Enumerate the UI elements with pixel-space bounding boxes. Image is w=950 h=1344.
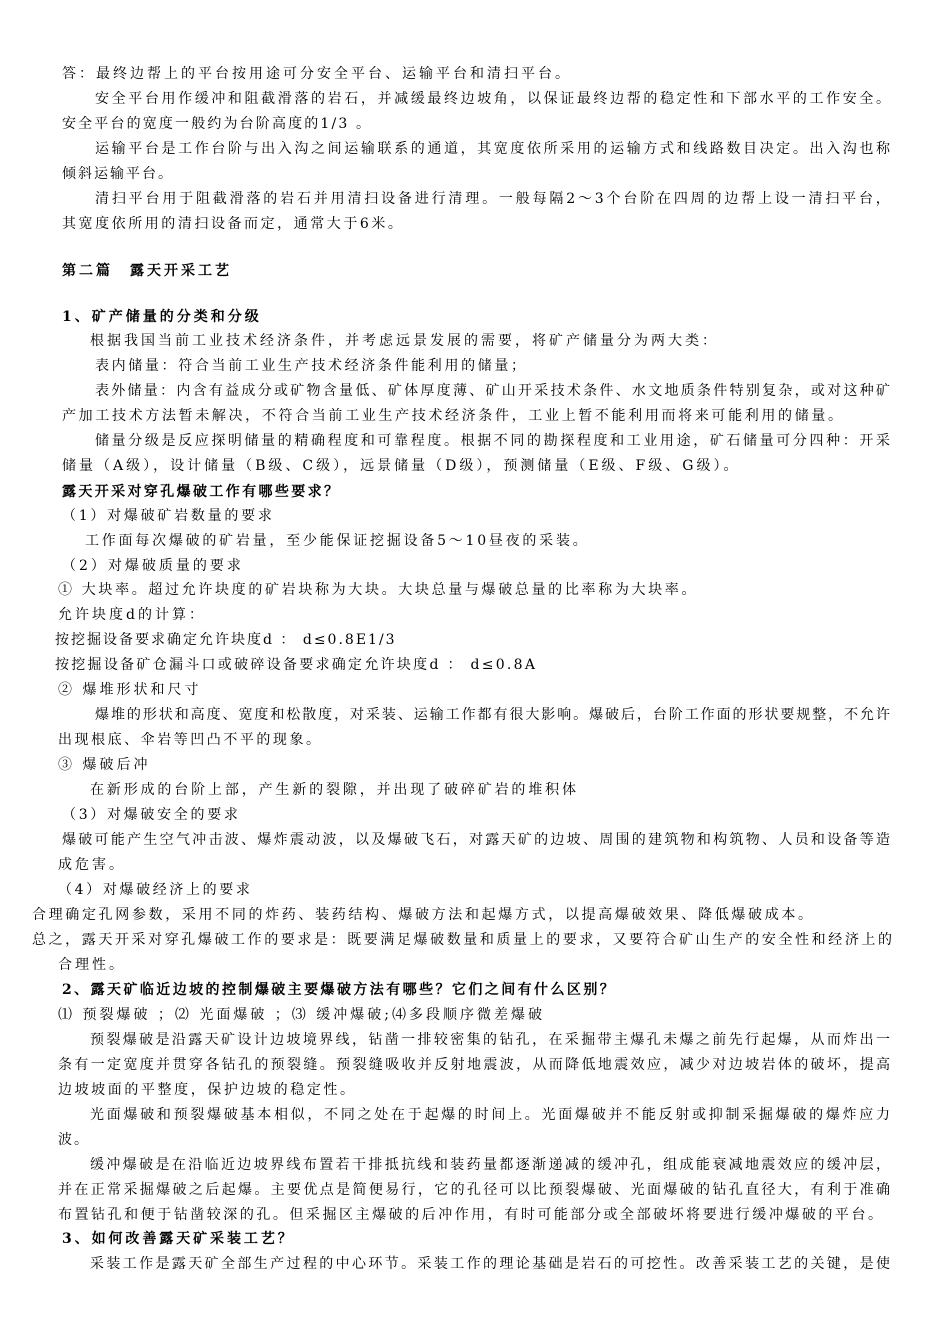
formula-line: 按挖掘设备矿仓漏斗口或破碎设备要求确定允许块度d ： d≤0.8A (55, 657, 538, 673)
paragraph-line: 边坡坡面的平整度，保护边坡的稳定性。 (58, 1082, 357, 1098)
paragraph-line: 允许块度d的计算： (58, 607, 206, 623)
question-heading: 露天开采对穿孔爆破工作有哪些要求？ (62, 484, 341, 500)
paragraph-line: 倾斜运输平台。 (62, 166, 174, 182)
paragraph-line: 爆破可能产生空气冲击波、爆炸震动波，以及爆破飞石，对露天矿的边坡、周围的建筑物和构筑物、人员和设备等造 (62, 832, 893, 848)
paragraph-line: 布置钻孔和便于钻凿较深的孔。但采掘区主爆破的后冲作用，有时可能部分或全部破坏将要进行缓冲爆破的平台。 (58, 1207, 885, 1223)
paragraph-line: 根据我国当前工业技术经济条件，并考虑远景发展的需要，将矿产储量分为两大类： (90, 333, 719, 349)
list-item: ⑴ 预裂爆破 ；⑵ 光面爆破 ；⑶ 缓冲爆破;⑷多段顺序微差爆破 (58, 1007, 545, 1023)
paragraph-line: 其宽度依所用的清扫设备而定，通常大于6米。 (62, 216, 405, 232)
paragraph-line: 成危害。 (58, 857, 126, 873)
paragraph-line: 表外储量：内含有益成分或矿物含量低、矿体厚度薄、矿山开采技术条件、水文地质条件特别复杂，或对这种矿 (95, 383, 893, 399)
paragraph-line: 采装工作是露天矿全部生产过程的中心环节。采装工作的理论基础是岩石的可挖性。改善采装工艺的关键，是使 (90, 1256, 893, 1272)
paragraph-line: 产加工技术方法暂未解决，不符合当前工业生产技术经济条件，工业上暂不能利用而将来可能利用的储量。 (62, 408, 845, 424)
list-item: ① 大块率。超过允许块度的矿岩块称为大块。大块总量与爆破总量的比率称为大块率。 (58, 582, 699, 598)
paragraph-line: 安全平台的宽度一般约为台阶高度的1/3 。 (62, 116, 373, 132)
list-item: （3）对爆破安全的要求 (62, 807, 241, 823)
list-item: ② 爆堆形状和尺寸 (58, 682, 202, 698)
paragraph-line: 缓冲爆破是在沿临近边坡界线布置若干排抵抗线和装药量都逐渐递减的缓冲孔，组成能衰减地震效应的缓冲层， (90, 1157, 893, 1173)
answer-intro: 答：最终边帮上的平台按用途可分安全平台、运输平台和清扫平台。 (62, 66, 572, 82)
section-heading-1: 1、矿产储量的分类和分级 (62, 309, 262, 325)
paragraph-line: 总之，露天开采对穿孔爆破工作的要求是：既要满足爆破数量和质量上的要求，又要符合矿山生产的安全性和经济上的 (32, 932, 895, 948)
section-heading-2: 2、露天矿临近边坡的控制爆破主要爆破方法有哪些？它们之间有什么区别？ (62, 982, 617, 998)
paragraph-line: 储量分级是反应探明储量的精确程度和可靠程度。根据不同的勘探程度和工业用途，矿石储量可分四种：开采 (95, 433, 893, 449)
paragraph-line: 光面爆破和预裂爆破基本相似，不同之处在于起爆的时间上。光面爆破并不能反射或抑制采掘爆破的爆炸应力 (90, 1107, 893, 1123)
paragraph-line: 清扫平台用于阻截滑落的岩石并用清扫设备进行清理。一般每隔2～3个台阶在四周的边帮上设一清扫平台， (95, 191, 893, 207)
paragraph-line: 条有一定宽度并贯穿各钻孔的预裂缝。预裂缝吸收并反射地震波，从而降低地震效应，减少对边坡岩体的破坏，提高 (58, 1057, 893, 1073)
section-heading-3: 3、如何改善露天矿采装工艺？ (62, 1231, 295, 1247)
paragraph-line: 储量（A级），设计储量（B级、C级），远景储量（D级），预测储量（E级、F级、G级）。 (62, 458, 741, 474)
paragraph-line: 并在正常采掘爆破之后起爆。主要优点是简便易行，它的孔径可以比预裂爆破、光面爆破的钻孔直径大，有利于准确 (58, 1182, 893, 1198)
paragraph-line: 爆堆的形状和高度、宽度和松散度，对采装、运输工作都有很大影响。爆破后，台阶工作面的形状要规整，不允许 (95, 707, 892, 723)
paragraph-line: 表内储量：符合当前工业生产技术经济条件能利用的储量； (95, 358, 528, 374)
paragraph-line: 波。 (58, 1132, 90, 1148)
part-heading: 第二篇 露天开采工艺 (62, 263, 232, 279)
paragraph-line: 在新形成的台阶上部，产生新的裂隙，并出现了破碎矿岩的堆积体 (90, 782, 579, 798)
formula-line: 按挖掘设备要求确定允许块度d ： d≤0.8E1/3 (55, 632, 397, 648)
paragraph-line: 出现根底、伞岩等凹凸不平的现象。 (58, 732, 323, 748)
paragraph-line: 工作面每次爆破的矿岩量，至少能保证挖掘设备5～10昼夜的采装。 (85, 533, 590, 549)
paragraph-line: 预裂爆破是沿露天矿设计边坡境界线，钻凿一排较密集的钻孔，在采掘带主爆孔未爆之前先行起爆，从而炸出一 (90, 1032, 893, 1048)
list-item: （1）对爆破矿岩数量的要求 (62, 508, 275, 524)
paragraph-line: 运输平台是工作台阶与出入沟之间运输联系的通道，其宽度依所采用的运输方式和线路数目决定。出入沟也称 (95, 141, 893, 157)
list-item: ③ 爆破后冲 (58, 757, 151, 773)
paragraph-line: 安全平台用作缓冲和阻截滑落的岩石，并减缓最终边坡角，以保证最终边帮的稳定性和下部水平的工作安全。 (95, 91, 893, 107)
paragraph-line: 合理确定孔网参数，采用不同的炸药、装药结构、爆破方法和起爆方式，以提高爆破效果、降低爆破成本。 (32, 907, 815, 923)
paragraph-line: 合理性。 (58, 957, 126, 973)
list-item: （4）对爆破经济上的要求 (58, 882, 253, 898)
list-item: （2）对爆破质量的要求 (62, 558, 244, 574)
